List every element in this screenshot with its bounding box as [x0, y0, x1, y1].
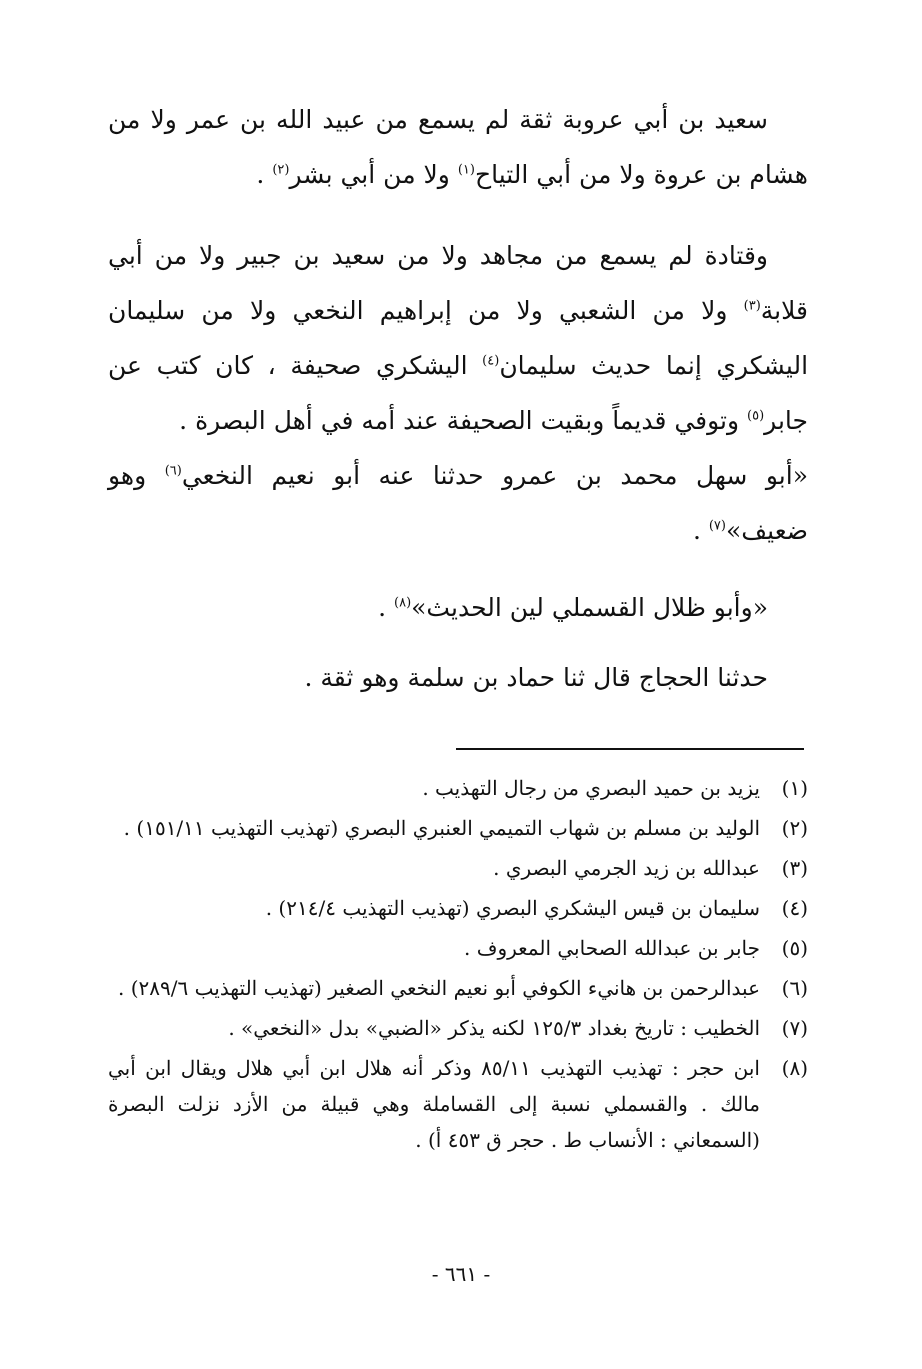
footnote-ref-6: (٦) — [164, 463, 182, 479]
footnote-number: (٢) — [781, 816, 808, 840]
footnote-text: سليمان بن قيس اليشكري البصري (تهذيب التهذيب ٢١٤/٤) . — [265, 896, 760, 920]
footnote-text: الخطيب : تاريخ بغداد ١٢٥/٣ لكنه يذكر «الضبي» بدل «النخعي» . — [228, 1016, 760, 1040]
footnote-text: الوليد بن مسلم بن شهاب التميمي العنبري البصري (تهذيب التهذيب ١٥١/١١) . — [123, 816, 760, 840]
footnote-item — [108, 930, 808, 966]
footnote-text: ابن حجر : تهذيب التهذيب ٨٥/١١ وذكر أنه هلال ابن أبي هلال ويقال ابن أبي مالك . والقسملي نسبة إلى القساملة وهي قبيلة من الأزد نزلت البصرة (السمعاني : الأنساب ط . حجر ق ٤٥٣ أ) . — [108, 1056, 760, 1152]
paragraph-4: «وأبو ظلال القسملي لين الحديث»$^{(٨)}$ . — [378, 593, 768, 622]
paragraph-1: سعيد بن أبي عروبة ثقة لم يسمع من عبيد الله بن عمر ولا من هشام بن عروة ولا من أبي التياح$^{(١)}$ ولا من أبي بشر$^{(٢)}$ . — [108, 105, 808, 189]
footnote-number: (٣) — [781, 856, 808, 880]
footnote-number: (٨) — [781, 1056, 808, 1080]
footnote-item — [108, 850, 808, 886]
paragraph-2: وقتادة لم يسمع من مجاهد ولا من سعيد بن جبير ولا من أبي قلابة$^{(٣)}$ ولا من الشعبي ولا من إبراهيم النخعي ولا من سليمان اليشكري إنما حديث سليمان$^{(٤)}$ اليشكري صحيفة ، كان كتب عن جابر$^{(٥)}$ وتوفي قديماً وبقيت الصحيفة عند أمه في أهل البصرة . — [108, 241, 809, 435]
footnote-number: (١) — [781, 776, 808, 800]
footnote-number: (٤) — [781, 896, 808, 920]
footnote-text: جابر بن عبدالله الصحابي المعروف . — [464, 936, 760, 960]
footnote-item — [108, 1050, 808, 1158]
footnote-text: عبدالله بن زيد الجرمي البصري . — [493, 856, 760, 880]
footnote-ref-7: (٧) — [708, 518, 726, 534]
footnote-item — [108, 1010, 808, 1046]
footnote-item — [108, 810, 808, 846]
footnote-ref-8: (٨) — [394, 595, 412, 611]
page-number: - ٦٦١ - — [431, 1262, 491, 1286]
footnote-item — [108, 770, 808, 806]
footnote-text: يزيد بن حميد البصري من رجال التهذيب . — [422, 776, 760, 800]
footnote-item — [108, 890, 808, 926]
footnote-number: (٦) — [781, 976, 808, 1000]
footnote-text: عبدالرحمن بن هانيء الكوفي أبو نعيم النخعي الصغير (تهذيب التهذيب ٢٨٩/٦) . — [118, 976, 760, 1000]
footnote-separator — [456, 748, 804, 750]
footnote-ref-1: (١) — [457, 162, 475, 178]
footnote-number: (٥) — [781, 936, 808, 960]
paragraph-3: «أبو سهل محمد بن عمرو حدثنا عنه أبو نعيم النخعي$^{(٦)}$ وهو ضعيف»$^{(٧)}$ . — [108, 461, 808, 545]
paragraph-5: حدثنا الحجاج قال ثنا حماد بن سلمة وهو ثقة . — [304, 663, 768, 692]
footnote-ref-5: (٥) — [747, 408, 765, 424]
footnotes — [108, 770, 808, 1162]
footnote-ref-4: (٤) — [482, 353, 500, 369]
footnote-ref-2: (٢) — [272, 162, 290, 178]
footnote-ref-3: (٣) — [743, 298, 761, 314]
footnote-number: (٧) — [781, 1016, 808, 1040]
footnote-item — [108, 970, 808, 1006]
